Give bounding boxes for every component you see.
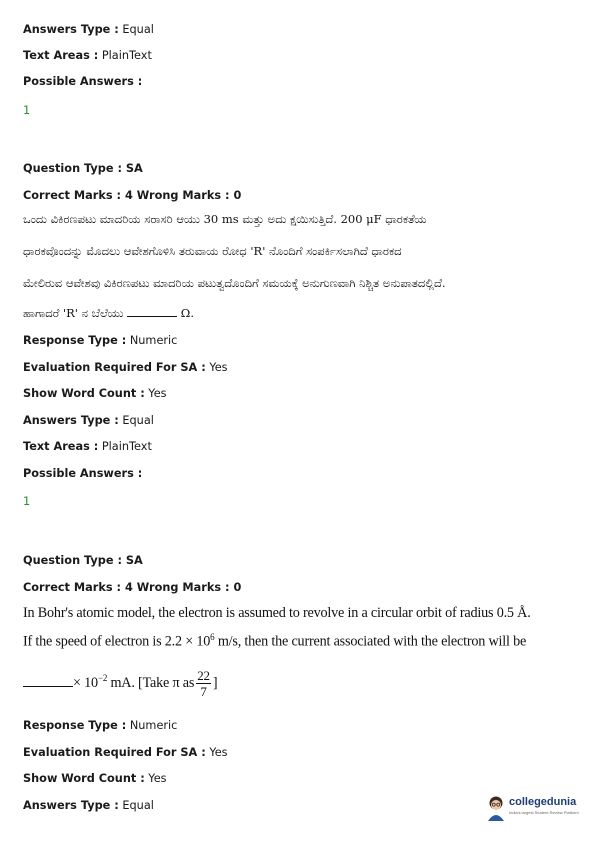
response-type-row xyxy=(23,719,177,733)
answer-blank xyxy=(23,676,73,687)
evaluation-label: Evaluation Required For SA : xyxy=(23,361,206,374)
question-text-fragment: mA. [Take π as xyxy=(107,674,195,691)
answer-blank xyxy=(127,306,177,317)
unit-text: Ω. xyxy=(180,306,194,320)
text-areas-value: PlainText xyxy=(98,440,152,453)
answers-type-value: Equal xyxy=(118,799,154,812)
question-text-line: ಮೇಲಿರುವ ಆವೇಶವು ವಿಕಿರಣಪಟು ಮಾದರಿಯ ಪಟುತ್ವದೊಂದಿಗೆ ಸಮಯಕ್ಕೆ ಅನುಗುಣವಾಗಿ ನಿಶ್ಚಿತ ಅನುಪಾತದಲ್ಲಿದೆ. xyxy=(23,276,446,290)
evaluation-row xyxy=(23,361,228,375)
answers-type-row xyxy=(23,799,154,813)
question-text-line: ಧಾರಕವೊಂದನ್ನು ಮೊದಲು ಆವೇಶಗೊಳಿಸಿ ತರುವಾಯ ರೋಧ 'R' ನೊಂದಿಗೆ ಸಂಪರ್ಕಿಸಲಾಗಿದೆ ಧಾರಕದ xyxy=(23,244,402,258)
exponent: −2 xyxy=(97,673,108,684)
fraction-denominator: 7 xyxy=(200,684,207,699)
evaluation-value: Yes xyxy=(205,746,228,759)
text-areas-row xyxy=(23,49,152,63)
possible-answers-label: Possible Answers : xyxy=(23,467,143,480)
response-type-value: Numeric xyxy=(126,334,178,347)
mascot-icon xyxy=(485,795,507,821)
answers-type-row xyxy=(23,414,154,428)
evaluation-value: Yes xyxy=(205,361,228,374)
question-text-line: In Bohr's atomic model, the electron is assumed to revolve in a circular orbit of radius 0.5 Å. xyxy=(23,605,531,621)
question-type: Question Type : SA xyxy=(23,162,143,175)
word-count-row xyxy=(23,387,167,401)
answers-type-label: Answers Type : xyxy=(23,414,119,427)
possible-answer-value: 1 xyxy=(23,104,31,117)
answers-type-value: Equal xyxy=(118,414,154,427)
evaluation-row xyxy=(23,746,228,760)
question-text-line xyxy=(23,668,217,699)
response-type-label: Response Type : xyxy=(23,334,127,347)
text-areas-label: Text Areas : xyxy=(23,49,99,62)
evaluation-label: Evaluation Required For SA : xyxy=(23,746,206,759)
fraction xyxy=(196,668,211,699)
response-type-label: Response Type : xyxy=(23,719,127,732)
question-text-fragment: m/s, then the current associated with the electron will be xyxy=(214,633,527,650)
collegedunia-logo xyxy=(485,795,580,823)
word-count-label: Show Word Count : xyxy=(23,772,145,785)
response-type-value: Numeric xyxy=(126,719,178,732)
response-type-row xyxy=(23,334,177,348)
text-areas-row xyxy=(23,440,152,454)
possible-answers-label: Possible Answers : xyxy=(23,75,143,88)
logo-text: collegedunia xyxy=(509,796,577,808)
question-type: Question Type : SA xyxy=(23,554,143,567)
answers-type-label: Answers Type : xyxy=(23,799,119,812)
fraction-numerator: 22 xyxy=(197,668,210,683)
text-areas-value: PlainText xyxy=(98,49,152,62)
question-text-fragment: If the speed of electron is 2.2 × 10 xyxy=(23,633,211,650)
marks-line: Correct Marks : 4 Wrong Marks : 0 xyxy=(23,581,242,594)
word-count-row xyxy=(23,772,167,786)
question-text-fragment: × 10 xyxy=(73,674,98,691)
answers-type-row xyxy=(23,23,154,37)
logo-tagline: India's largest Student Review Platform xyxy=(509,810,579,815)
answers-type-value: Equal xyxy=(118,23,154,36)
text-areas-label: Text Areas : xyxy=(23,440,99,453)
question-text-fragment: ] xyxy=(212,674,218,691)
word-count-value: Yes xyxy=(144,772,167,785)
word-count-value: Yes xyxy=(144,387,167,400)
question-text-line xyxy=(23,632,526,651)
question-text-fragment: ಹಾಗಾದರೆ 'R' ನ ಬೆಲೆಯು xyxy=(23,306,124,320)
possible-answer-value: 1 xyxy=(23,495,31,508)
word-count-label: Show Word Count : xyxy=(23,387,145,400)
question-text-line xyxy=(23,306,194,321)
marks-line: Correct Marks : 4 Wrong Marks : 0 xyxy=(23,189,242,202)
question-text-line: ಒಂದು ವಿಕಿರಣಪಟು ಮಾದರಿಯ ಸರಾಸರಿ ಆಯು 30 ms ಮತ್ತು ಅದು ಕ್ಷಯಿಸುತ್ತಿದೆ. 200 μF ಧಾರಕತೆಯ xyxy=(23,212,427,226)
exponent: 6 xyxy=(210,632,215,642)
answers-type-label: Answers Type : xyxy=(23,23,119,36)
